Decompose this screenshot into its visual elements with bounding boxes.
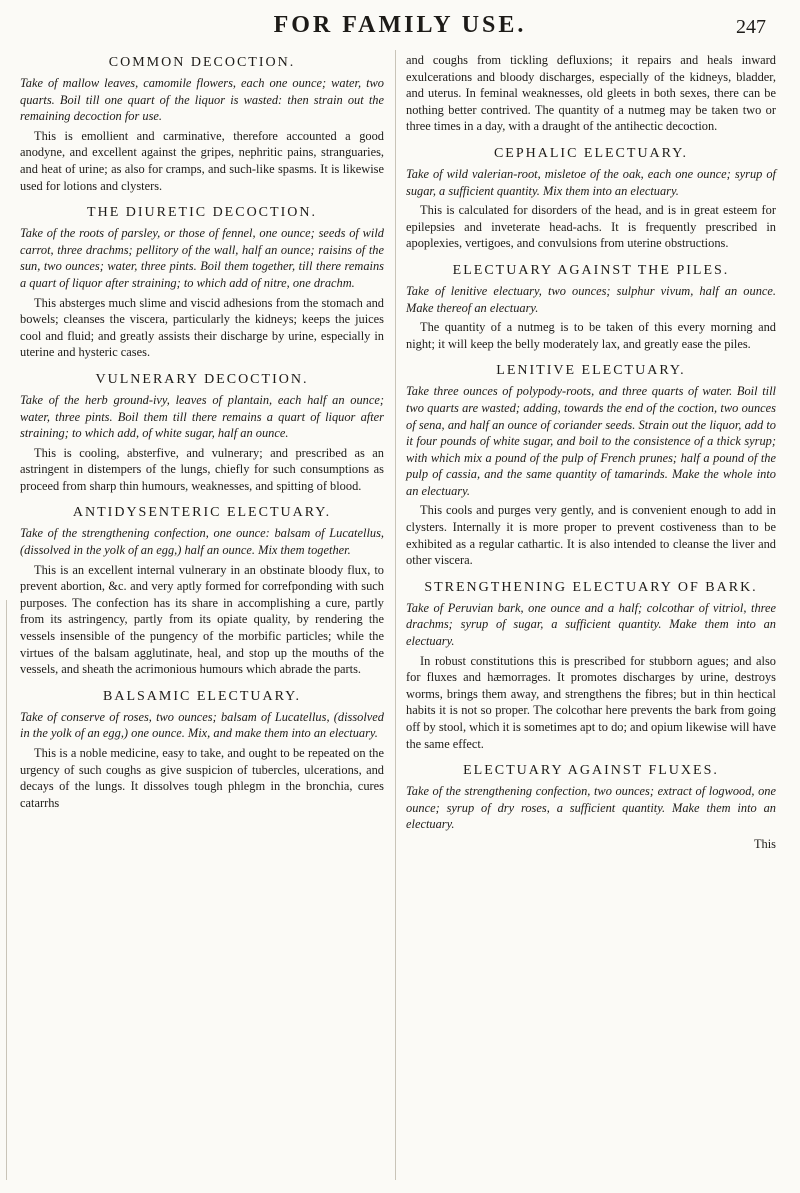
recipe-text: Take of mallow leaves, camomile flowers, each one ounce; water, two quarts. Boil till one quart of the liquor is wasted: then strain out the remaining decoction for use. — [20, 76, 384, 124]
section-paragraph: This absterges much slime and viscid adhesions from the stomach and bowels; cleanses the viscera, particularly the kidneys; keeps the juices cool and fluid; and greatly assists their discharge by urine, especially in uterine and hysteric cases. — [20, 295, 384, 360]
right-column — [406, 52, 776, 853]
page-number: 247 — [736, 16, 766, 38]
catchword: This — [753, 836, 776, 851]
section-paragraph: This is a noble medicine, easy to take, and ought to be repeated on the urgency of such coughs as give suspicion of tubercles, ulcerations, and decays of the lungs. It dissolves tough phlegm in the bronchia, cures catarrhs — [20, 746, 384, 810]
section-heading: STRENGTHENING ELECTUARY OF BARK. — [424, 579, 758, 595]
section-paragraph: This cools and purges very gently, and is convenient enough to add in clysters. Internally it is more proper to prevent costiveness than to be exhibited as a regular cathartic. It is also intended to cleanse the liver and other viscera. — [406, 503, 776, 568]
section-paragraph: This is cooling, absterfive, and vulnerary; and prescribed as an astringent in distempers of the lungs, chiefly for such consumptions as proceed from sharp thin humours, weaknesses, and spitting of blood. — [20, 445, 384, 493]
recipe-text: Take of wild valerian-root, misletoe of the oak, each one ounce; syrup of sugar, a sufficient quantity. Mix them into an electuary. — [406, 166, 776, 198]
section-heading: LENITIVE ELECTUARY. — [496, 363, 686, 379]
section-continuation — [406, 52, 776, 135]
recipe-text: Take of lenitive electuary, two ounces; sulphur vivum, half an ounce. Make thereof an electuary. — [406, 283, 776, 315]
left-column — [20, 52, 384, 815]
section-lenitive-electuary — [406, 362, 776, 569]
section-heading: VULNERARY DECOCTION. — [95, 371, 309, 387]
section-heading: BALSAMIC ELECTUARY. — [103, 688, 301, 704]
continued-paragraph: and coughs from tickling defluxions; it repairs and heals inward exulcerations and bloody discharges, especially of the kidneys, bladder, and uterus. In feminal weaknesses, old gleets in both sexes, there can be nothing better contrived. The quantity of a nutmeg may be taken two or three times in a day, with a draught of the antihectic decoction. — [406, 53, 776, 134]
running-title: FOR FAMILY USE. — [273, 12, 527, 38]
section-antidysenteric-electuary — [20, 504, 384, 677]
section-balsamic-electuary — [20, 688, 384, 812]
section-paragraph: In robust constitutions this is prescribed for stubborn agues; and also for fluxes and hæmorrages. It promotes discharges by urine, destroys worms, brings them away, and strengthens the fibres; but in thin hectical habits it is not so proper. The colcothar here prevents the bark from going off by stool, which it is sometimes apt to do; and opium likewise will have the same effect. — [406, 653, 776, 751]
page-edge-mark — [6, 600, 7, 1180]
recipe-text: Take three ounces of polypody-roots, and three quarts of water. Boil till two quarts are wasted; adding, towards the end of the coction, two ounces of sena, and half an ounce of coriander seeds. Strain out the liquor, add to it four pounds of white sugar, and boil to the consistence of a thick syrup; with which mix a pound of the pulp of French prunes; half a pound of the pulp of cassia, and the same quantity of tamarinds. Make the whole into an electuary. — [406, 384, 776, 498]
section-heading: COMMON DECOCTION. — [108, 55, 296, 70]
recipe-text: Take of Peruvian bark, one ounce and a half; colcothar of vitriol, three drachms; syrup of sugar, a sufficient quantity. Make them into an electuary. — [406, 600, 776, 649]
section-paragraph: This is emollient and carminative, therefore accounted a good anodyne, and excellent against the gripes, nephritic pains, stranguaries, and heat of urine; as also for cramps, and such-like spasms. It is likewise used for lotions and clysters. — [20, 128, 384, 193]
recipe-text: Take of the herb ground-ivy, leaves of plantain, each half an ounce; water, three pints. Boil them till there remains a quart of liquor after straining; to which add, of white sugar, half an ounce. — [20, 392, 384, 441]
section-heading: ELECTUARY AGAINST FLUXES. — [463, 763, 719, 779]
section-vulnerary-decoction — [20, 371, 384, 495]
recipe-text: Take of the roots of parsley, or those of fennel, one ounce; seeds of wild carrot, three drachms; pellitory of the wall, half an ounce; raisins of the sun, two ounces; water, three pints. Boil them together, till there remains a quart of liquor after straining; to which add of nitre, one drachm. — [20, 226, 384, 290]
column-divider — [395, 50, 396, 1180]
section-heading: THE DIURETIC DECOCTION. — [87, 205, 317, 221]
section-common-decoction — [20, 54, 384, 194]
recipe-text: Take of conserve of roses, two ounces; balsam of Lucatellus, (dissolved in the yolk of an egg,) one ounce. Mix, and make them into an electuary. — [20, 709, 384, 741]
recipe-text: Take of the strengthening confection, one ounce: balsam of Lucatellus, (dissolved in the yolk of an egg,) half an ounce. Mix them together. — [20, 526, 384, 558]
section-paragraph: The quantity of a nutmeg is to be taken of this every morning and night; it will keep the belly moderately lax, and greatly ease the piles. — [406, 320, 776, 351]
section-paragraph: This is an excellent internal vulnerary in an obstinate bloody flux, to prevent abortion, &c. and very aptly formed for correfponding with such purposes. The confection has its share in accomplishing a cure, partly from its astringency, partly from its opiate quality, by rendering the vessels insensible of the pungency of the morbific particles; while the virtues of the balsam agglutinate, heal, and stop up the mouths of the vessels, and sheath the acrimonious humours which abrade the parts. — [20, 562, 384, 677]
section-diuretic-decoction — [20, 204, 384, 361]
section-heading: ANTIDYSENTERIC ELECTUARY. — [72, 505, 332, 521]
section-cephalic-electuary — [406, 145, 776, 252]
section-strengthening-electuary-bark — [406, 579, 776, 752]
section-heading: CEPHALIC ELECTUARY. — [493, 145, 689, 161]
section-heading: ELECTUARY AGAINST THE PILES. — [452, 262, 730, 278]
section-electuary-piles — [406, 262, 776, 352]
running-head — [0, 12, 800, 44]
section-paragraph: This is calculated for disorders of the head, and is in great esteem for epilepsies and inveterate head-achs. It is frequently prescribed in apoplexies, vertigoes, and convulsions from uterine obstructions. — [406, 203, 776, 251]
recipe-text: Take of the strengthening confection, two ounces; extract of logwood, one ounce; syrup of dry roses, a sufficient quantity. Make them into an electuary. — [406, 784, 776, 832]
section-electuary-fluxes — [406, 762, 776, 833]
